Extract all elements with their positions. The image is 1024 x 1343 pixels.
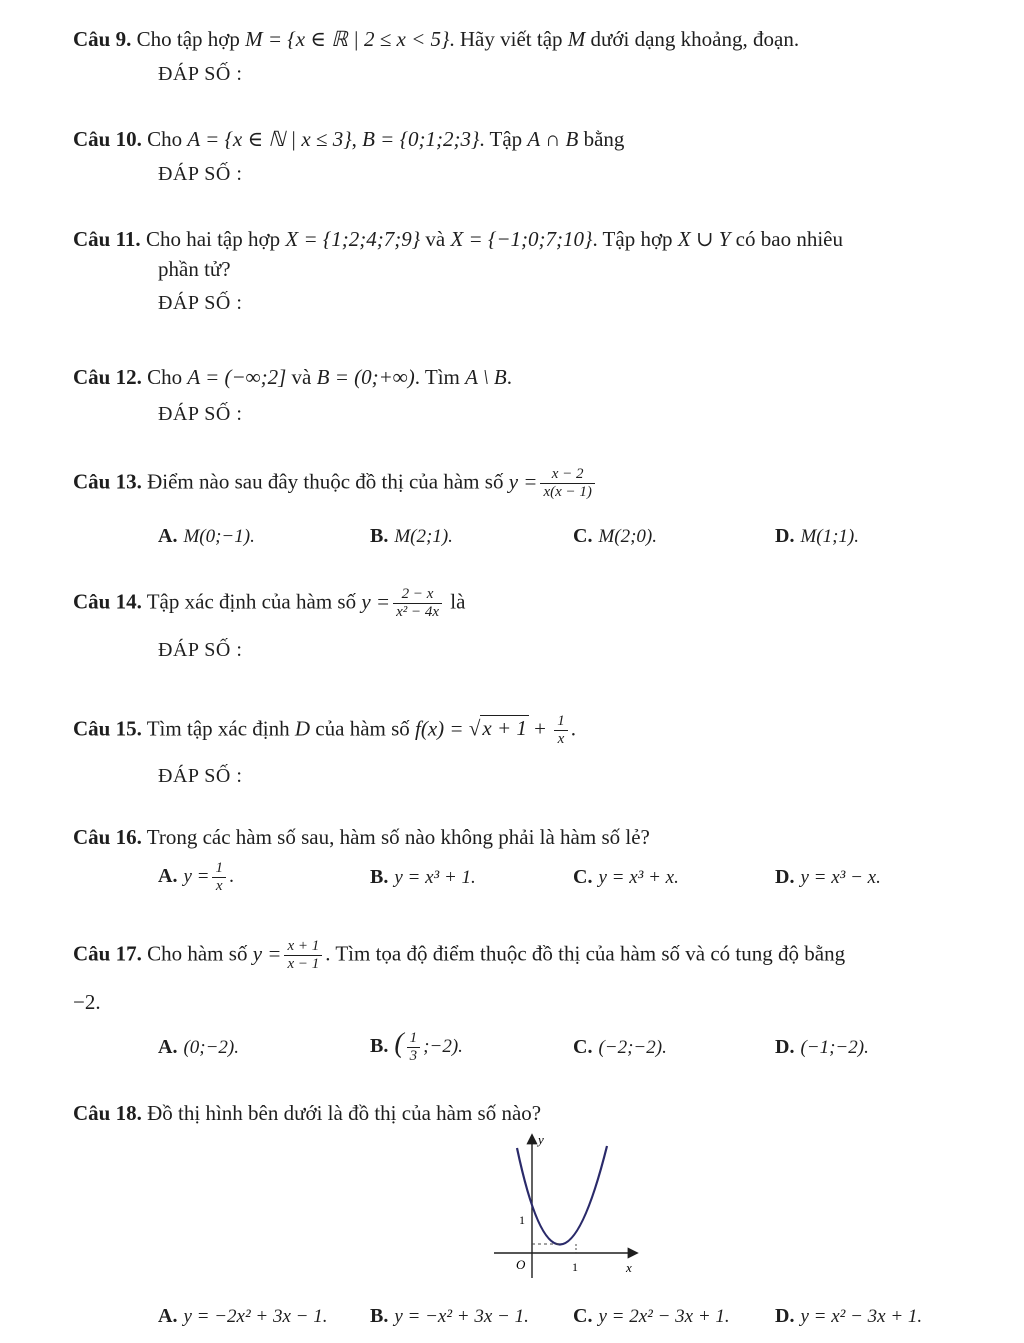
y-axis-label: y <box>538 1132 544 1147</box>
answer-label: ĐÁP SỐ : <box>158 163 243 185</box>
question-number: Câu 15. <box>73 716 142 741</box>
fraction: $\frac{2 - x}{\text{x² − 4x}}$ <box>393 586 442 621</box>
question-number: Câu 12. <box>73 365 142 389</box>
question-11-line2: phần tử? <box>158 257 231 281</box>
question-number: Câu 16. <box>73 825 142 849</box>
question-14: Câu 14. Tập xác định của hàm số y = $\frac{2 - x}{\text{x² − 4x}}$ là <box>73 586 466 620</box>
question-number: Câu 17. <box>73 941 142 966</box>
answer-label: ĐÁP SỐ : <box>158 765 243 787</box>
question-17: Câu 17. Cho hàm số y = $\frac{x + 1}{x - 1}$ . Tìm tọa độ điểm thuộc đồ thị của hàm số và có tung độ bằng <box>73 938 846 972</box>
option-c[interactable]: C. y = x³ + x. <box>573 866 679 888</box>
option-c[interactable]: C. (−2;−2). <box>573 1036 667 1058</box>
y-tick-label: 1 <box>519 1213 525 1227</box>
option-c[interactable]: C. M(2;0). <box>573 525 658 547</box>
question-18: Câu 18. Đồ thị hình bên dưới là đồ thị của hàm số nào? <box>73 1101 542 1125</box>
option-b[interactable]: B. y = x³ + 1. <box>370 866 476 888</box>
question-15: Câu 15. Tìm tập xác định D của hàm số f(x) = √x + 1 + $\frac{1}{x}$ . <box>73 713 576 747</box>
answer-label: ĐÁP SỐ : <box>158 63 243 85</box>
fraction: $\frac{1}{x}$ <box>554 713 568 748</box>
answer-label: ĐÁP SỐ : <box>158 403 243 425</box>
x-axis-label: x <box>626 1260 632 1275</box>
fraction: $\frac{1}{3}$ <box>407 1030 421 1065</box>
option-b[interactable]: B. y = −x² + 3x − 1. <box>370 1305 529 1327</box>
fraction: $\frac{1}{x}$ <box>212 860 226 895</box>
option-d[interactable]: D. M(1;1). <box>775 525 860 547</box>
square-root: x + 1 <box>482 716 527 741</box>
question-17-line2: −2. <box>73 990 101 1014</box>
question-number: Câu 14. <box>73 589 142 614</box>
question-number: Câu 18. <box>73 1101 142 1125</box>
fraction: $\frac{x - 2}{x(x - 1)}$ <box>540 466 594 501</box>
option-b[interactable]: B. ( $\frac{1}{3}$ ;−2). <box>370 1028 463 1064</box>
question-number: Câu 10. <box>73 127 142 151</box>
option-b[interactable]: B. M(2;1). <box>370 525 453 547</box>
origin-label: O <box>516 1257 526 1272</box>
question-number: Câu 9. <box>73 27 132 51</box>
answer-label: ĐÁP SỐ : <box>158 292 243 314</box>
question-number: Câu 11. <box>73 227 141 251</box>
question-9: Câu 9. Cho tập hợp M = {x ∈ ℝ | 2 ≤ x < 5}. Hãy viết tập M dưới dạng khoảng, đoạn. <box>73 27 800 51</box>
option-c[interactable]: C. y = 2x² − 3x + 1. <box>573 1305 730 1327</box>
answer-label: ĐÁP SỐ : <box>158 639 243 661</box>
option-a[interactable]: A. y = $\frac{1}{x}$ . <box>158 860 234 894</box>
parabola-curve <box>517 1146 607 1245</box>
option-a[interactable]: A. y = −2x² + 3x − 1. <box>158 1305 328 1327</box>
option-d[interactable]: D. y = x² − 3x + 1. <box>775 1305 923 1327</box>
question-10: Câu 10. Cho A = {x ∈ ℕ | x ≤ 3}, B = {0;1;2;3}. Tập A ∩ B bằng <box>73 127 625 151</box>
parabola-graph <box>490 1132 640 1282</box>
question-13: Câu 13. Điểm nào sau đây thuộc đồ thị của hàm số y = $\frac{x - 2}{x(x - 1)}$ <box>73 466 988 501</box>
option-a[interactable]: A. M(0;−1). <box>158 525 255 547</box>
x-tick-label: 1 <box>572 1260 578 1274</box>
question-12: Câu 12. Cho A = (−∞;2] và B = (0;+∞). Tìm A \ B. <box>73 365 512 389</box>
option-d[interactable]: D. (−1;−2). <box>775 1036 869 1058</box>
question-11: Câu 11. Cho hai tập hợp X = {1;2;4;7;9} và X = {−1;0;7;10}. Tập hợp X ∪ Y có bao nhiêu <box>73 227 843 251</box>
fraction: $\frac{x + 1}{x - 1}$ <box>284 938 322 973</box>
question-number: Câu 13. <box>73 469 142 494</box>
question-16: Câu 16. Trong các hàm số sau, hàm số nào không phải là hàm số lẻ? <box>73 825 650 849</box>
option-a[interactable]: A. (0;−2). <box>158 1036 240 1058</box>
option-d[interactable]: D. y = x³ − x. <box>775 866 881 888</box>
